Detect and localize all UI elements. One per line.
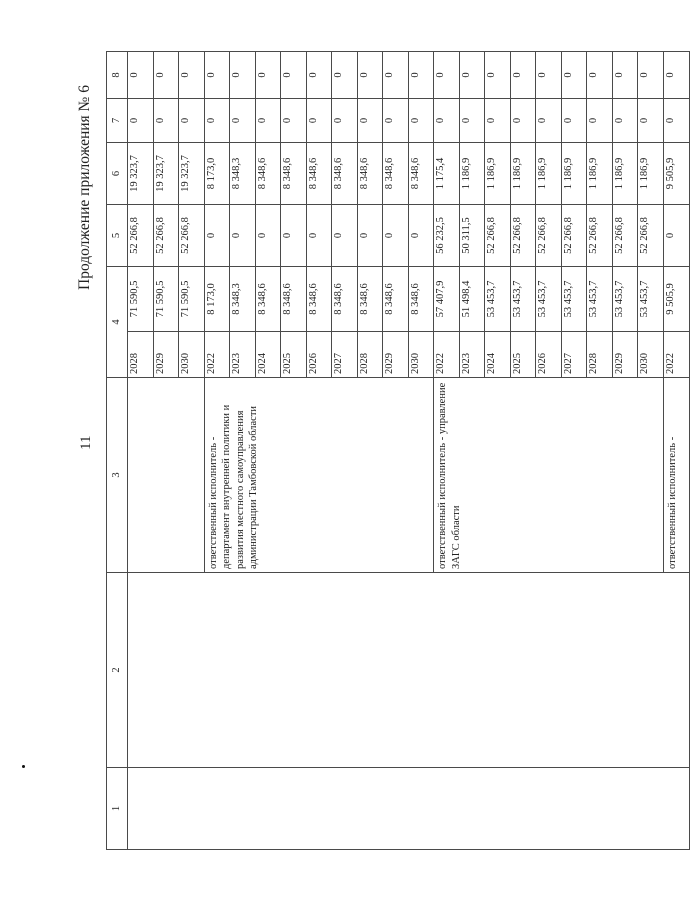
header-cell: 6 xyxy=(107,143,128,205)
value-cell: 0 xyxy=(587,52,613,99)
value-cell: 52 266,8 xyxy=(485,205,511,267)
value-cell: 0 xyxy=(128,99,154,143)
value-cell: 56 232,5 xyxy=(434,205,460,267)
year-cell: 2024 xyxy=(255,332,281,378)
year-cell: 2023 xyxy=(459,332,485,378)
value-cell: 0 xyxy=(408,205,434,267)
value-cell: 1 186,9 xyxy=(612,143,638,205)
value-cell: 0 xyxy=(510,52,536,99)
value-cell: 0 xyxy=(612,99,638,143)
value-cell: 0 xyxy=(510,99,536,143)
budget-table xyxy=(106,51,690,850)
value-cell: 8 348,3 xyxy=(230,267,256,332)
executor-cell: ответственный исполнитель - департамент внутренней политики и развития местного самоуправления администрации Тамбовской области xyxy=(204,378,434,573)
page-number: 11 xyxy=(78,435,94,450)
value-cell: 0 xyxy=(663,205,690,267)
value-cell: 8 348,6 xyxy=(357,267,383,332)
year-cell: 2022 xyxy=(434,332,460,378)
value-cell: 0 xyxy=(485,52,511,99)
header-cell: 1 xyxy=(107,768,128,850)
value-cell: 0 xyxy=(153,99,179,143)
value-cell: 0 xyxy=(281,205,307,267)
value-cell: 53 453,7 xyxy=(561,267,587,332)
value-cell: 1 186,9 xyxy=(510,143,536,205)
value-cell: 0 xyxy=(179,52,205,99)
value-cell: 0 xyxy=(408,99,434,143)
value-cell: 52 266,8 xyxy=(128,205,154,267)
value-cell: 52 266,8 xyxy=(510,205,536,267)
value-cell: 1 186,9 xyxy=(536,143,562,205)
value-cell: 0 xyxy=(204,99,230,143)
value-cell: 0 xyxy=(306,205,332,267)
year-cell: 2024 xyxy=(485,332,511,378)
value-cell: 0 xyxy=(459,99,485,143)
header-cell: 5 xyxy=(107,205,128,267)
value-cell: 0 xyxy=(255,52,281,99)
value-cell: 0 xyxy=(663,99,690,143)
value-cell: 52 266,8 xyxy=(612,205,638,267)
value-cell: 8 348,6 xyxy=(332,267,358,332)
value-cell: 53 453,7 xyxy=(510,267,536,332)
value-cell: 1 175,4 xyxy=(434,143,460,205)
value-cell: 0 xyxy=(485,99,511,143)
executor-cell-empty xyxy=(128,378,205,573)
value-cell: 19 323,7 xyxy=(128,143,154,205)
value-cell: 8 173,0 xyxy=(204,267,230,332)
value-cell: 1 186,9 xyxy=(485,143,511,205)
value-cell: 0 xyxy=(332,52,358,99)
year-cell: 2029 xyxy=(383,332,409,378)
value-cell: 0 xyxy=(357,99,383,143)
year-cell: 2027 xyxy=(561,332,587,378)
year-cell: 2029 xyxy=(153,332,179,378)
value-cell: 53 453,7 xyxy=(587,267,613,332)
year-cell: 2025 xyxy=(510,332,536,378)
col2-cell xyxy=(128,573,690,768)
header-cell: 7 xyxy=(107,99,128,143)
value-cell: 8 348,6 xyxy=(306,267,332,332)
value-cell: 0 xyxy=(638,99,664,143)
value-cell: 0 xyxy=(561,99,587,143)
value-cell: 0 xyxy=(434,99,460,143)
table-row xyxy=(128,52,154,850)
rotated-content xyxy=(76,50,678,850)
year-cell: 2030 xyxy=(179,332,205,378)
value-cell: 52 266,8 xyxy=(536,205,562,267)
year-cell: 2029 xyxy=(612,332,638,378)
value-cell: 0 xyxy=(204,52,230,99)
year-cell: 2027 xyxy=(332,332,358,378)
value-cell: 0 xyxy=(663,52,690,99)
value-cell: 50 311,5 xyxy=(459,205,485,267)
value-cell: 53 453,7 xyxy=(638,267,664,332)
value-cell: 0 xyxy=(230,99,256,143)
header-cell: 4 xyxy=(107,267,128,378)
value-cell: 1 186,9 xyxy=(587,143,613,205)
value-cell: 0 xyxy=(561,52,587,99)
year-cell: 2030 xyxy=(638,332,664,378)
year-cell: 2026 xyxy=(536,332,562,378)
value-cell: 52 266,8 xyxy=(153,205,179,267)
value-cell: 0 xyxy=(459,52,485,99)
value-cell: 52 266,8 xyxy=(179,205,205,267)
year-cell: 2028 xyxy=(357,332,383,378)
value-cell: 0 xyxy=(230,52,256,99)
stray-dot xyxy=(22,765,25,768)
value-cell: 0 xyxy=(612,52,638,99)
value-cell: 0 xyxy=(230,205,256,267)
value-cell: 0 xyxy=(536,52,562,99)
year-cell: 2028 xyxy=(128,332,154,378)
header-cell: 2 xyxy=(107,573,128,768)
value-cell: 9 505,9 xyxy=(663,267,690,332)
value-cell: 0 xyxy=(281,52,307,99)
table-header-row xyxy=(107,52,128,850)
value-cell: 8 348,6 xyxy=(306,143,332,205)
value-cell: 0 xyxy=(587,99,613,143)
value-cell: 8 348,6 xyxy=(408,143,434,205)
value-cell: 19 323,7 xyxy=(153,143,179,205)
value-cell: 0 xyxy=(408,52,434,99)
value-cell: 71 590,5 xyxy=(179,267,205,332)
value-cell: 0 xyxy=(383,99,409,143)
value-cell: 52 266,8 xyxy=(638,205,664,267)
value-cell: 57 407,9 xyxy=(434,267,460,332)
value-cell: 0 xyxy=(306,52,332,99)
value-cell: 1 186,9 xyxy=(638,143,664,205)
value-cell: 0 xyxy=(357,205,383,267)
value-cell: 52 266,8 xyxy=(587,205,613,267)
value-cell: 71 590,5 xyxy=(153,267,179,332)
executor-cell: ответственный исполнитель - управление ЗАГС области xyxy=(434,378,664,573)
year-cell: 2022 xyxy=(663,332,690,378)
value-cell: 0 xyxy=(383,205,409,267)
header-cell: 8 xyxy=(107,52,128,99)
value-cell: 1 186,9 xyxy=(561,143,587,205)
value-cell: 8 348,6 xyxy=(332,143,358,205)
year-cell: 2030 xyxy=(408,332,434,378)
value-cell: 0 xyxy=(434,52,460,99)
value-cell: 53 453,7 xyxy=(536,267,562,332)
value-cell: 0 xyxy=(153,52,179,99)
value-cell: 0 xyxy=(332,99,358,143)
value-cell: 0 xyxy=(281,99,307,143)
year-cell: 2028 xyxy=(587,332,613,378)
header-cell: 3 xyxy=(107,378,128,573)
appendix-caption: Продолжение приложения № 6 xyxy=(76,85,93,290)
value-cell: 51 498,4 xyxy=(459,267,485,332)
value-cell: 8 348,6 xyxy=(281,143,307,205)
year-cell: 2026 xyxy=(306,332,332,378)
value-cell: 0 xyxy=(255,99,281,143)
value-cell: 1 186,9 xyxy=(459,143,485,205)
value-cell: 0 xyxy=(179,99,205,143)
value-cell: 0 xyxy=(204,205,230,267)
year-cell: 2022 xyxy=(204,332,230,378)
value-cell: 9 505,9 xyxy=(663,143,690,205)
col1-cell xyxy=(128,768,690,850)
value-cell: 53 453,7 xyxy=(485,267,511,332)
value-cell: 71 590,5 xyxy=(128,267,154,332)
value-cell: 8 348,3 xyxy=(230,143,256,205)
value-cell: 8 348,6 xyxy=(383,267,409,332)
value-cell: 8 173,0 xyxy=(204,143,230,205)
value-cell: 52 266,8 xyxy=(561,205,587,267)
executor-cell: ответственный исполнитель - xyxy=(663,378,690,573)
value-cell: 19 323,7 xyxy=(179,143,205,205)
value-cell: 0 xyxy=(255,205,281,267)
value-cell: 8 348,6 xyxy=(255,143,281,205)
value-cell: 0 xyxy=(128,52,154,99)
value-cell: 8 348,6 xyxy=(281,267,307,332)
value-cell: 0 xyxy=(638,52,664,99)
value-cell: 0 xyxy=(332,205,358,267)
value-cell: 0 xyxy=(357,52,383,99)
value-cell: 8 348,6 xyxy=(383,143,409,205)
value-cell: 0 xyxy=(383,52,409,99)
value-cell: 8 348,6 xyxy=(255,267,281,332)
value-cell: 8 348,6 xyxy=(357,143,383,205)
value-cell: 0 xyxy=(536,99,562,143)
value-cell: 53 453,7 xyxy=(612,267,638,332)
value-cell: 0 xyxy=(306,99,332,143)
year-cell: 2025 xyxy=(281,332,307,378)
value-cell: 8 348,6 xyxy=(408,267,434,332)
year-cell: 2023 xyxy=(230,332,256,378)
